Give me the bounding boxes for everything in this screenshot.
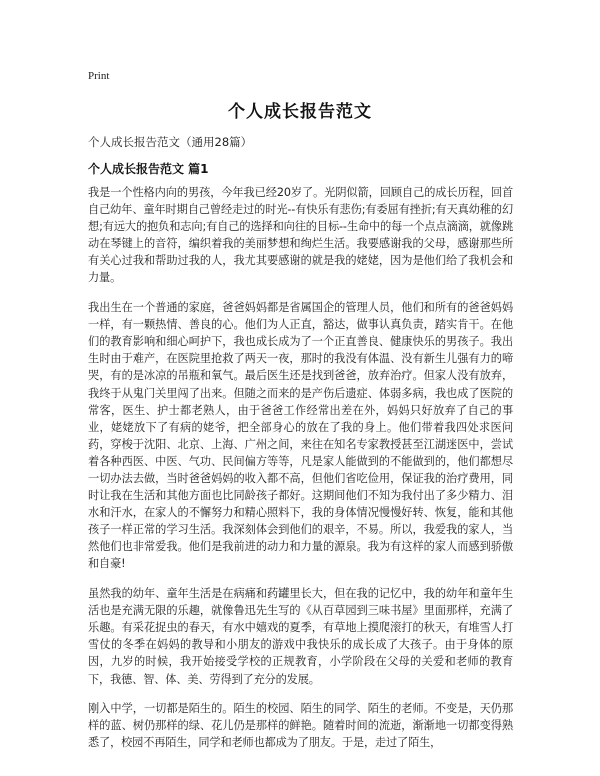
- paragraph-3: 虽然我的幼年、童年生活是在病痛和药罐里长大，但在我的记忆中，我的幼年和童年生活也是充满无限的乐趣，就像鲁迅先生写的《从百草园到三味书屋》里面那样，充满了乐趣。有采花捉虫的春天，有水中嬉戏的夏季，有草地上摸爬滚打的秋天，有堆雪人打雪仗的冬季在妈妈的教导和小朋友的游戏中我快乐的成长成了大孩子。由于身体的原因，九岁的时候，我开始接受学校的正规教育，小学阶段在父母的关爱和老师的教育下，我德、智、体、美、劳得到了充分的发展。: [88, 587, 513, 686]
- body-text: [88, 184, 513, 764]
- paragraph-4: 刚入中学，一切都是陌生的。陌生的校园、陌生的同学、陌生的老师。不变是，天仍那样的蓝、树仍那样的绿、花儿仍是那样的鲜艳。随着时间的流逝，渐渐地一切都变得熟悉了，校园不再陌生，同学和老师也都成为了朋友。于是，走过了陌生，: [88, 702, 513, 750]
- document-subtitle: 个人成长报告范文（通用28篇）: [88, 135, 253, 149]
- print-label[interactable]: Print: [88, 70, 110, 82]
- document-title: 个人成长报告范文: [228, 102, 372, 122]
- section-heading: 个人成长报告范文 篇1: [88, 162, 209, 176]
- paragraph-1: 我是一个性格内向的男孩，今年我已经20岁了。光阴似箭，回顾自己的成长历程，回首自己幼年、童年时期自己曾经走过的时光--有快乐有悲伤;有委屈有挫折;有天真幼稚的幻想;有远大的抱负和志向;有自己的选择和向往的目标--生命中的每一个点点滴滴，就像跳动在琴键上的音符，编织着我的美丽梦想和绚烂生活。我要感谢我的父母，感谢那些所有关心过我和帮助过我的人，我尤其要感谢的就是我的姥姥，因为是他们给了我机会和力量。: [88, 186, 513, 285]
- paragraph-2: 我出生在一个普通的家庭，爸爸妈妈都是省属国企的管理人员，他们和所有的爸爸妈妈一样，有一颗热情、善良的心。他们为人正直，豁达，做事认真负责，踏实肯干。在他们的教育影响和细心呵护下，我也成长成为了一个正直善良、健康快乐的男孩子。我出生时由于难产，在医院里抢救了两天一夜，那时的我没有体温、没有新生儿强有力的啼哭，有的是冰凉的吊瓶和氧气。最后医生还是找到爸爸，放弃治疗。但家人没有放弃，我终于从鬼门关里闯了出来。但随之而来的是产伤后遗症、体弱多病，我也成了医院的常客，医生、护士都老熟人，由于爸爸工作经常出差在外，妈妈只好放弃了自己的事业，姥姥放下了有病的姥爷，把全部身心的放在了我的身上。他们带着我四处求医问药，穿梭于沈阳、北京、上海、广州之间，来往在知名专家教授甚至江湖迷医中，尝试着各种西医、中医、气功、民间偏方等等，凡是家人能做到的不能做到的，他们都想尽一切办法去做，当时爸爸妈妈的收入都不高，但他们省吃俭用，保证我的治疗费用，同时让我在生活和其他方面也比同龄孩子都好。这期间他们不知为我付出了多少精力、泪水和汗水，在家人的不懈努力和精心照料下，我的身体情况慢慢好转、恢复，能和其他孩子一样正常的学习生活。我深刻体会到他们的艰辛，不易。所以，我爱我的家人，当然他们也非常爱我。他们是我前进的动力和力量的源泉。我为有这样的家人而感到骄傲和自豪!: [88, 301, 513, 571]
